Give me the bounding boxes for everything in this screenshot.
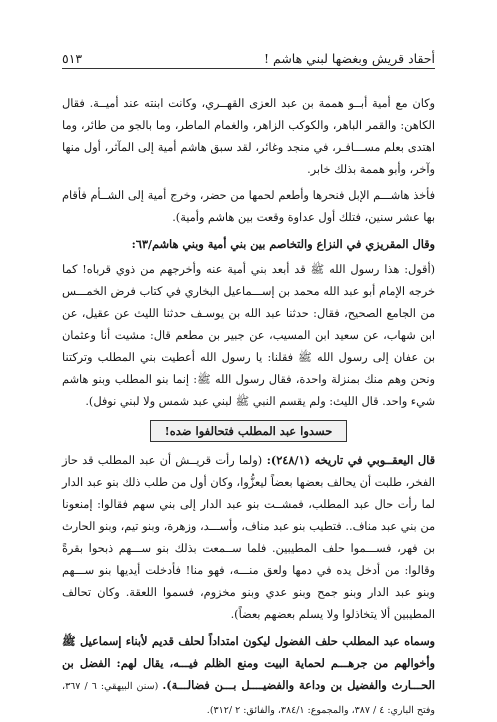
section-title-box: حسدوا عبد المطلب فتحالفوا ضده!: [150, 420, 348, 442]
paragraph-1: وكان مع أمية أبــو هممة بن عبد العزى القهــري، وكانت ابنته عند أميــة. فقال الكاهن: والقمر الباهر، والكوكب الزاهر، والغمام الماطر، وما بالجو من طائر، وما اهتدى بعلم مســـافـر، في منجد وغائر، لقد سبق هاشم أمية إلى المآثر، أول منها وآخر، وأبو هممة بذلك خابر.: [62, 97, 435, 176]
paragraph-5-text: (ولما رأت قريــش أن عبد المطلب قد حاز الفخر، طلبت أن يحالف بعضها بعضاً ليعزُّوا، وكان أول من طلب ذلك بنو عبد الدار لما رأت حال عبد المطلب، فمشــت بنو عبد الدار إلى بني سهم فقالوا: إمنعونا من بني عبد مناف.. فتطيب بنو عبد مناف، وأســـد، وزهرة، وبنو تيم، وبنو الحارث بن فهر، فســـموا حلف المطيبين. فلما ســمعت بذلك بنو ســـهم ذبحوا بقرةً وقالوا: من أدخل يده في دمها ولعق منـــه، فهو منا! فأدخلت أيديها بنو ســـهم وبنو عبد الدار وبنو جمح وبنو عدي وبنو مخزوم، فسموا اللعقة. وكان تحالف المطيبين ألا يتخاذلوا ولا يسلم بعضهم بعضاً).: [62, 454, 435, 621]
paragraph-4-quote: (أقول: هذا رسول الله ﷺ قد أبعد بني أمية عنه وأخرجهم من ذوي قرباه! كما خرجه الإمام أبو عبد الله محمد بن إســـماعيل البخاري في كتاب فرض الخمـــس من الجامع الصحيح، فقال: حدثنا عبد الله بن يوسـف حدثنا الليث عن عقيل، عن ابن شهاب، عن سعيد ابن المسيب، عن جبير بن مطعم قال: مشيت أنا وعثمان بن عفان إلى رسول الله ﷺ فقلنا: يا رسول الله أعطيت بني المطلب وتركتنا ونحن وهم منك بمنزلة واحدة، فقال رسول الله ﷺ: إنما بنو المطلب وبنو هاشم شيء واحد. قال الليث: ولم يقسم النبي ﷺ لبني عبد شمس ولا لبني نوفل).: [62, 263, 435, 408]
paragraph-6: [62, 630, 435, 722]
paragraph-3-heading: وقال المقريزي في النزاع والتخاصم بين بني أمية وبني هاشم/٦٣:: [131, 237, 435, 251]
paragraph-5: [62, 449, 435, 626]
paragraph-2: فأخذ هاشـــم الإبل فنحرها وأطعم لحمها من حضر، وخرج أمية إلى الشــأم فأقام بها عشر سنين، فتلك أول عداوة وقعت بين هاشم وأمية).: [62, 189, 435, 224]
section-box-wrapper: [62, 420, 435, 443]
page-number: ٥١٣: [62, 51, 83, 66]
header-rule: [62, 68, 435, 69]
paragraph-6-text: وسماه عبد المطلب حلف الفضول ليكون امتداداً لحلف قديم لأبناء إسماعيل ﷺ وأخوالهم من جرهـــم لحماية البيت ومنع الظلم فيـــه، يقال لهم: الفضل بن الحـــارث والفضيل بن وداعة والفضيــــل بـــن فضالـــة).: [62, 634, 435, 692]
paragraph-5-lead: قال اليعقــوبي في تاريخه (٢٤٨/١):: [262, 453, 435, 467]
page-body: [62, 93, 435, 722]
paragraph-6-references: (سنن البيهقي: ٦ / ٣٦٧، وفتح الباري: ٤ / ٣٨٧، والمجموع: ٣٨٤/١، والفائق: ٢ /٣١٢).: [62, 681, 435, 716]
page-header: [62, 46, 435, 66]
running-title: أحقاد قريش وبغضها لبني هاشم !: [264, 51, 435, 66]
